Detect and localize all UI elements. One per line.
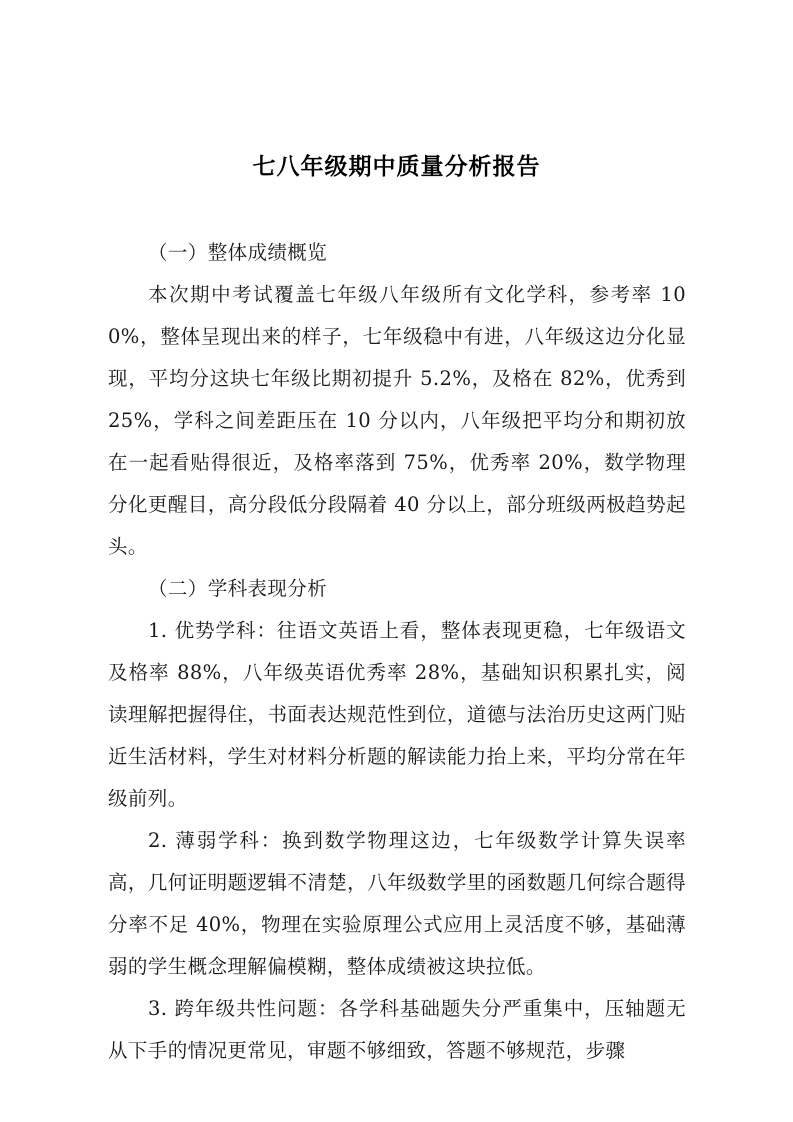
page-title: 七八年级期中质量分析报告 [252, 154, 541, 180]
paragraph-weak-subjects: 2. 薄弱学科：换到数学物理这边，七年级数学计算失误率高，几何证明题逻辑不清楚，八年级数学里的函数题几何综合题得分率不足 40%，物理在实验原理公式应用上灵活度不够，基础薄弱的学生概念理解偏模糊，整体成绩被这块拉低。 [108, 829, 686, 978]
section-heading-overview: （一）整体成绩概览 [148, 241, 328, 264]
section-heading-subject-analysis: （二）学科表现分析 [148, 577, 328, 600]
paragraph-cross-grade-issues: 3. 跨年级共性问题：各学科基础题失分严重集中，压轴题无从下手的情况更常见，审题不够细致，答题不够规范，步骤 [108, 997, 686, 1062]
document-body [108, 232, 686, 1072]
paragraph-strong-subjects: 1. 优势学科：往语文英语上看，整体表现更稳，七年级语文及格率 88%，八年级英语优秀率 28%，基础知识积累扎实，阅读理解把握得住，书面表达规范性到位，道德与法治历史这两门贴近生活材料，学生对材料分析题的解读能力抬上来，平均分常在年级前列。 [108, 619, 686, 810]
paragraph-overview: 本次期中考试覆盖七年级八年级所有文化学科，参考率 100%，整体呈现出来的样子，七年级稳中有进，八年级这边分化显现，平均分这块七年级比期初提升 5.2%，及格在 82%，优秀到 25%，学科之间差距压在 10 分以内，八年级把平均分和期初放在一起看贴得很近，及格率落到 75%，优秀率 20%，数学物理分化更醒目，高分段低分段隔着 40 分以上，部分班级两极趋势起头。 [108, 283, 686, 558]
